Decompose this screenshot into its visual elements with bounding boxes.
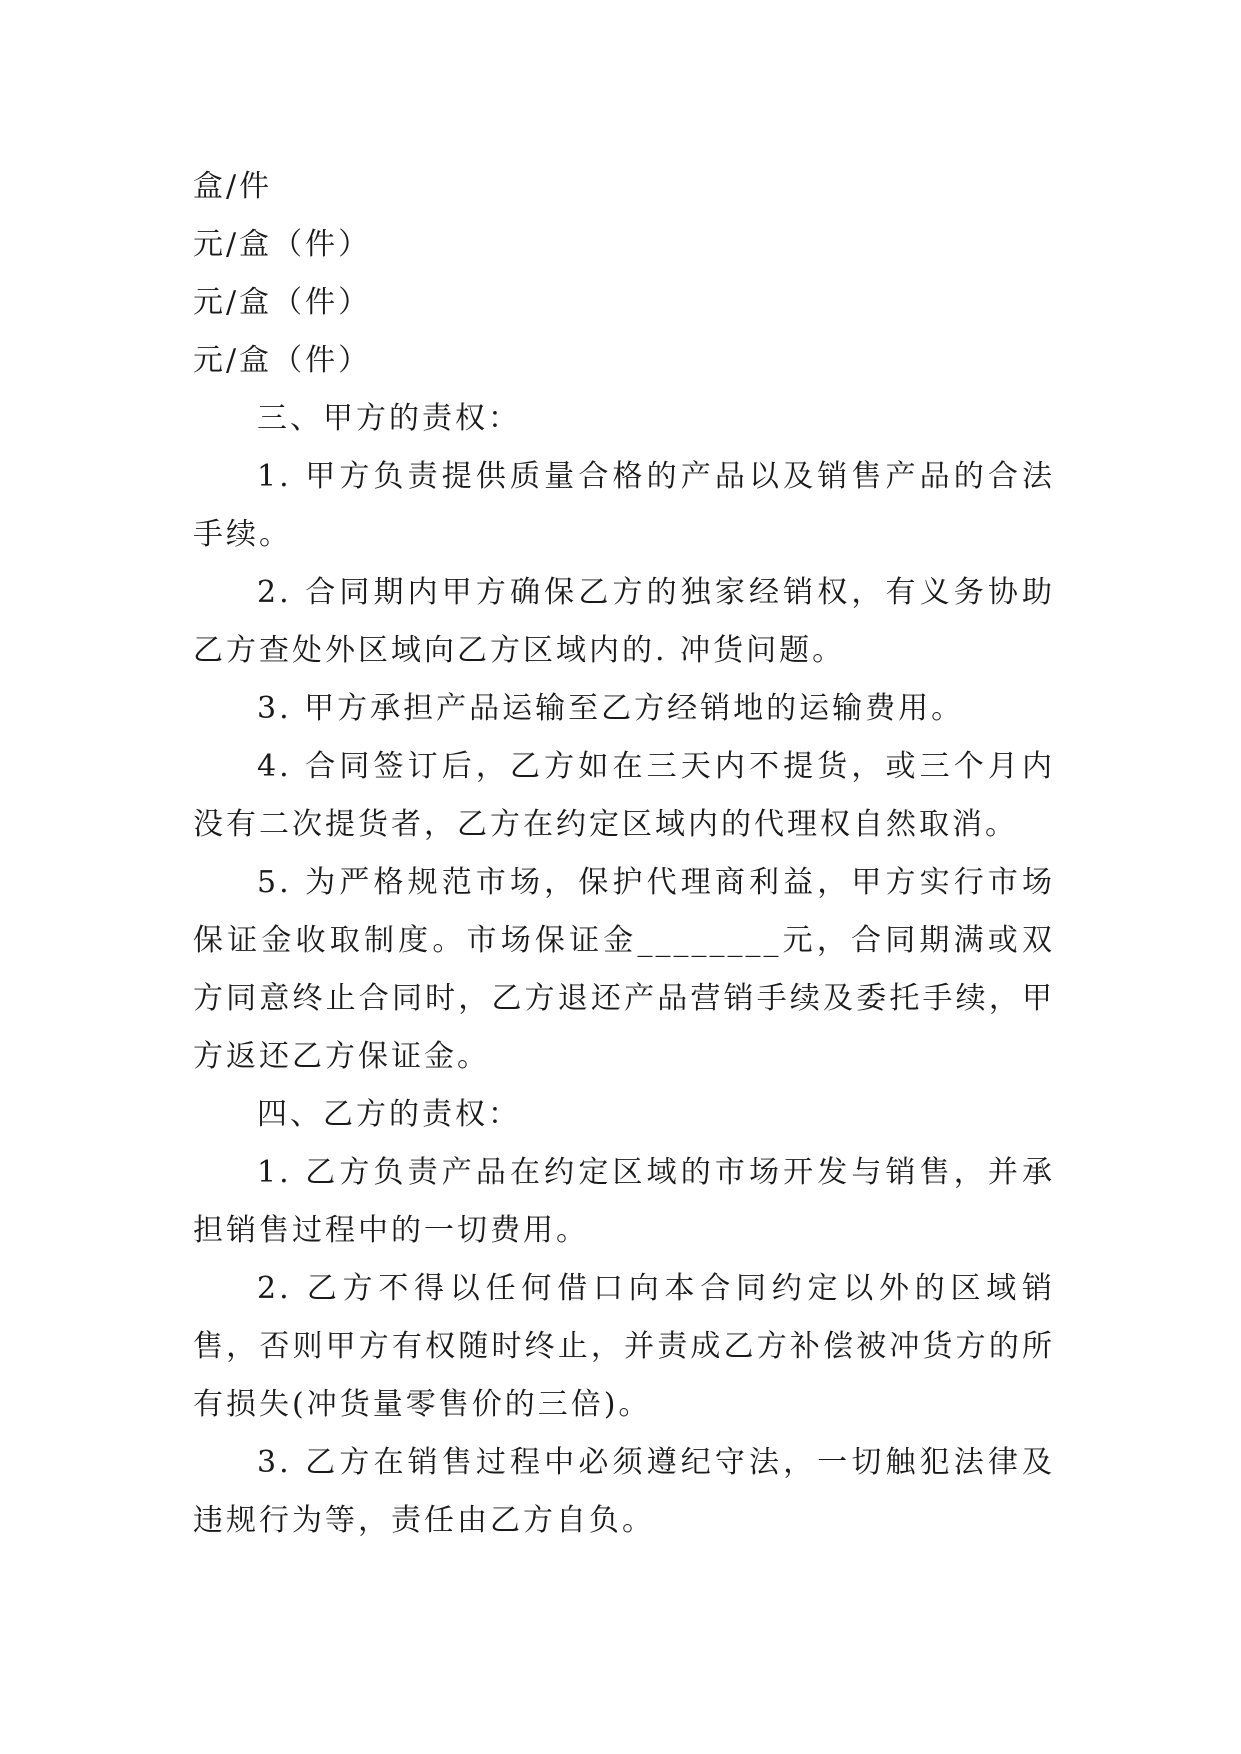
unit-line: 元/盒（件） <box>193 343 372 378</box>
unit-line: 盒/件 <box>193 169 273 204</box>
unit-line: 元/盒（件） <box>193 227 372 262</box>
section-3-item-4: 4. 合同签订后，乙方如在三天内不提货，或三个月内没有二次提货者，乙方在约定区域内的代理权自然取消。 <box>193 749 1055 842</box>
section-4-item-1: 1. 乙方负责产品在约定区域的市场开发与销售，并承担销售过程中的一切费用。 <box>193 1155 1055 1248</box>
document-body <box>193 158 1055 1550</box>
section-4-item-3: 3. 乙方在销售过程中必须遵纪守法，一切触犯法律及违规行为等，责任由乙方自负。 <box>193 1445 1055 1538</box>
unit-line: 元/盒（件） <box>193 285 372 320</box>
section-3-item-5: 5. 为严格规范市场，保护代理商利益，甲方实行市场保证金收取制度。市场保证金________元，合同期满或双方同意终止合同时，乙方退还产品营销手续及委托手续，甲方返还乙方保证金。 <box>193 865 1055 1074</box>
section-4-heading: 四、乙方的责权： <box>257 1097 521 1132</box>
section-3-heading: 三、甲方的责权： <box>257 401 521 436</box>
section-3-item-2: 2. 合同期内甲方确保乙方的独家经销权，有义务协助乙方查处外区域向乙方区域内的. 冲货问题。 <box>193 575 1055 668</box>
section-3-item-1: 1. 甲方负责提供质量合格的产品以及销售产品的合法手续。 <box>193 459 1055 552</box>
section-3-item-3: 3. 甲方承担产品运输至乙方经销地的运输费用。 <box>257 691 965 726</box>
section-4-item-2: 2. 乙方不得以任何借口向本合同约定以外的区域销售，否则甲方有权随时终止，并责成乙方补偿被冲货方的所有损失(冲货量零售价的三倍)。 <box>193 1271 1055 1422</box>
